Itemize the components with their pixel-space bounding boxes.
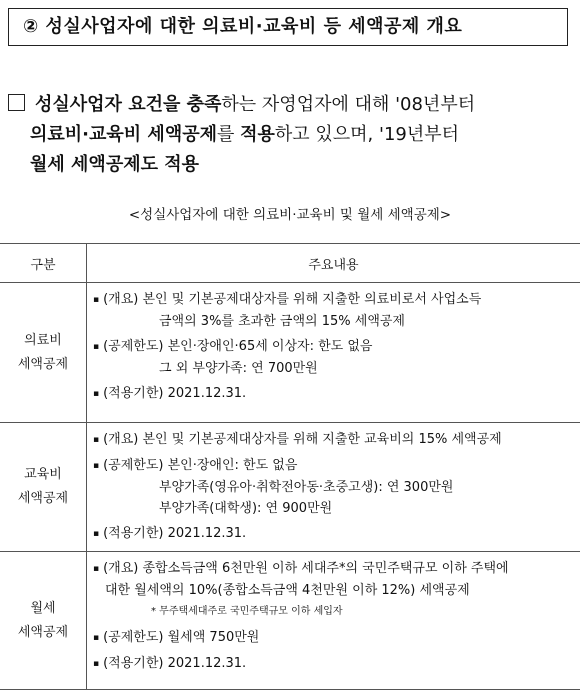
medical-period: ▪ (적용기한) 2021.12.31. bbox=[93, 383, 574, 405]
rent-limit: ▪ (공제한도) 월세액 750만원 bbox=[93, 627, 574, 649]
bullet-icon: ▪ bbox=[93, 295, 99, 305]
bullet-icon: ▪ bbox=[93, 342, 99, 352]
bullet-icon: ▪ bbox=[93, 389, 99, 399]
content-medical bbox=[87, 283, 580, 423]
education-limit: ▪ (공제한도) 본인·장애인: 한도 없음 부양가족(영유아·취학전아동·초중고생): 연 300만원 부양가족(대학생): 연 900만원 bbox=[93, 455, 574, 519]
bullet-icon: ▪ bbox=[93, 564, 99, 574]
bullet-icon: ▪ bbox=[93, 435, 99, 445]
table-row-medical bbox=[0, 283, 580, 423]
content-rent bbox=[87, 552, 580, 690]
bullet-icon: ▪ bbox=[93, 529, 99, 539]
table-header-row bbox=[0, 244, 580, 283]
intro-line-1: 성실사업자 요건을 충족하는 자영업자에 대해 '08년부터 bbox=[8, 90, 574, 120]
intro-line-3: 월세 세액공제도 적용 bbox=[8, 150, 574, 180]
checkbox-icon bbox=[8, 94, 25, 111]
bullet-icon: ▪ bbox=[93, 633, 99, 643]
bullet-icon: ▪ bbox=[93, 461, 99, 471]
rent-footnote: * 무주택세대주로 국민주택규모 이하 세입자 bbox=[93, 601, 574, 623]
intro-line-2: 의료비·교육비 세액공제를 적용하고 있으며, '19년부터 bbox=[8, 120, 574, 150]
header-category: 구분 bbox=[0, 244, 87, 283]
intro-paragraph bbox=[8, 90, 574, 180]
rent-summary: ▪ (개요) 종합소득금액 6천만원 이하 세대주*의 국민주택규모 이하 주택에 대한 월세액의 10%(종합소득금액 4천만원 이하 12%) 세액공제 * 무주택세대주로 국민주택규모 이하 세입자 bbox=[93, 558, 574, 623]
education-summary: ▪ (개요) 본인 및 기본공제대상자를 위해 지출한 교육비의 15% 세액공제 bbox=[93, 429, 574, 451]
table-row-education bbox=[0, 423, 580, 552]
category-medical: 의료비 세액공제 bbox=[0, 283, 87, 423]
category-rent: 월세 세액공제 bbox=[0, 552, 87, 690]
education-period: ▪ (적용기한) 2021.12.31. bbox=[93, 523, 574, 545]
table-row-rent bbox=[0, 552, 580, 690]
category-education: 교육비 세액공제 bbox=[0, 423, 87, 552]
rent-period: ▪ (적용기한) 2021.12.31. bbox=[93, 653, 574, 675]
table-caption: <성실사업자에 대한 의료비·교육비 및 월세 세액공제> bbox=[0, 203, 580, 223]
deduction-table bbox=[0, 243, 580, 690]
section-title: ② 성실사업자에 대한 의료비·교육비 등 세액공제 개요 bbox=[8, 8, 568, 46]
header-content: 주요내용 bbox=[87, 244, 580, 283]
medical-limit: ▪ (공제한도) 본인·장애인·65세 이상자: 한도 없음 그 외 부양가족: 연 700만원 bbox=[93, 336, 574, 379]
medical-summary: ▪ (개요) 본인 및 기본공제대상자를 위해 지출한 의료비로서 사업소득 금액의 3%를 초과한 금액의 15% 세액공제 bbox=[93, 289, 574, 332]
content-education bbox=[87, 423, 580, 552]
bullet-icon: ▪ bbox=[93, 659, 99, 669]
